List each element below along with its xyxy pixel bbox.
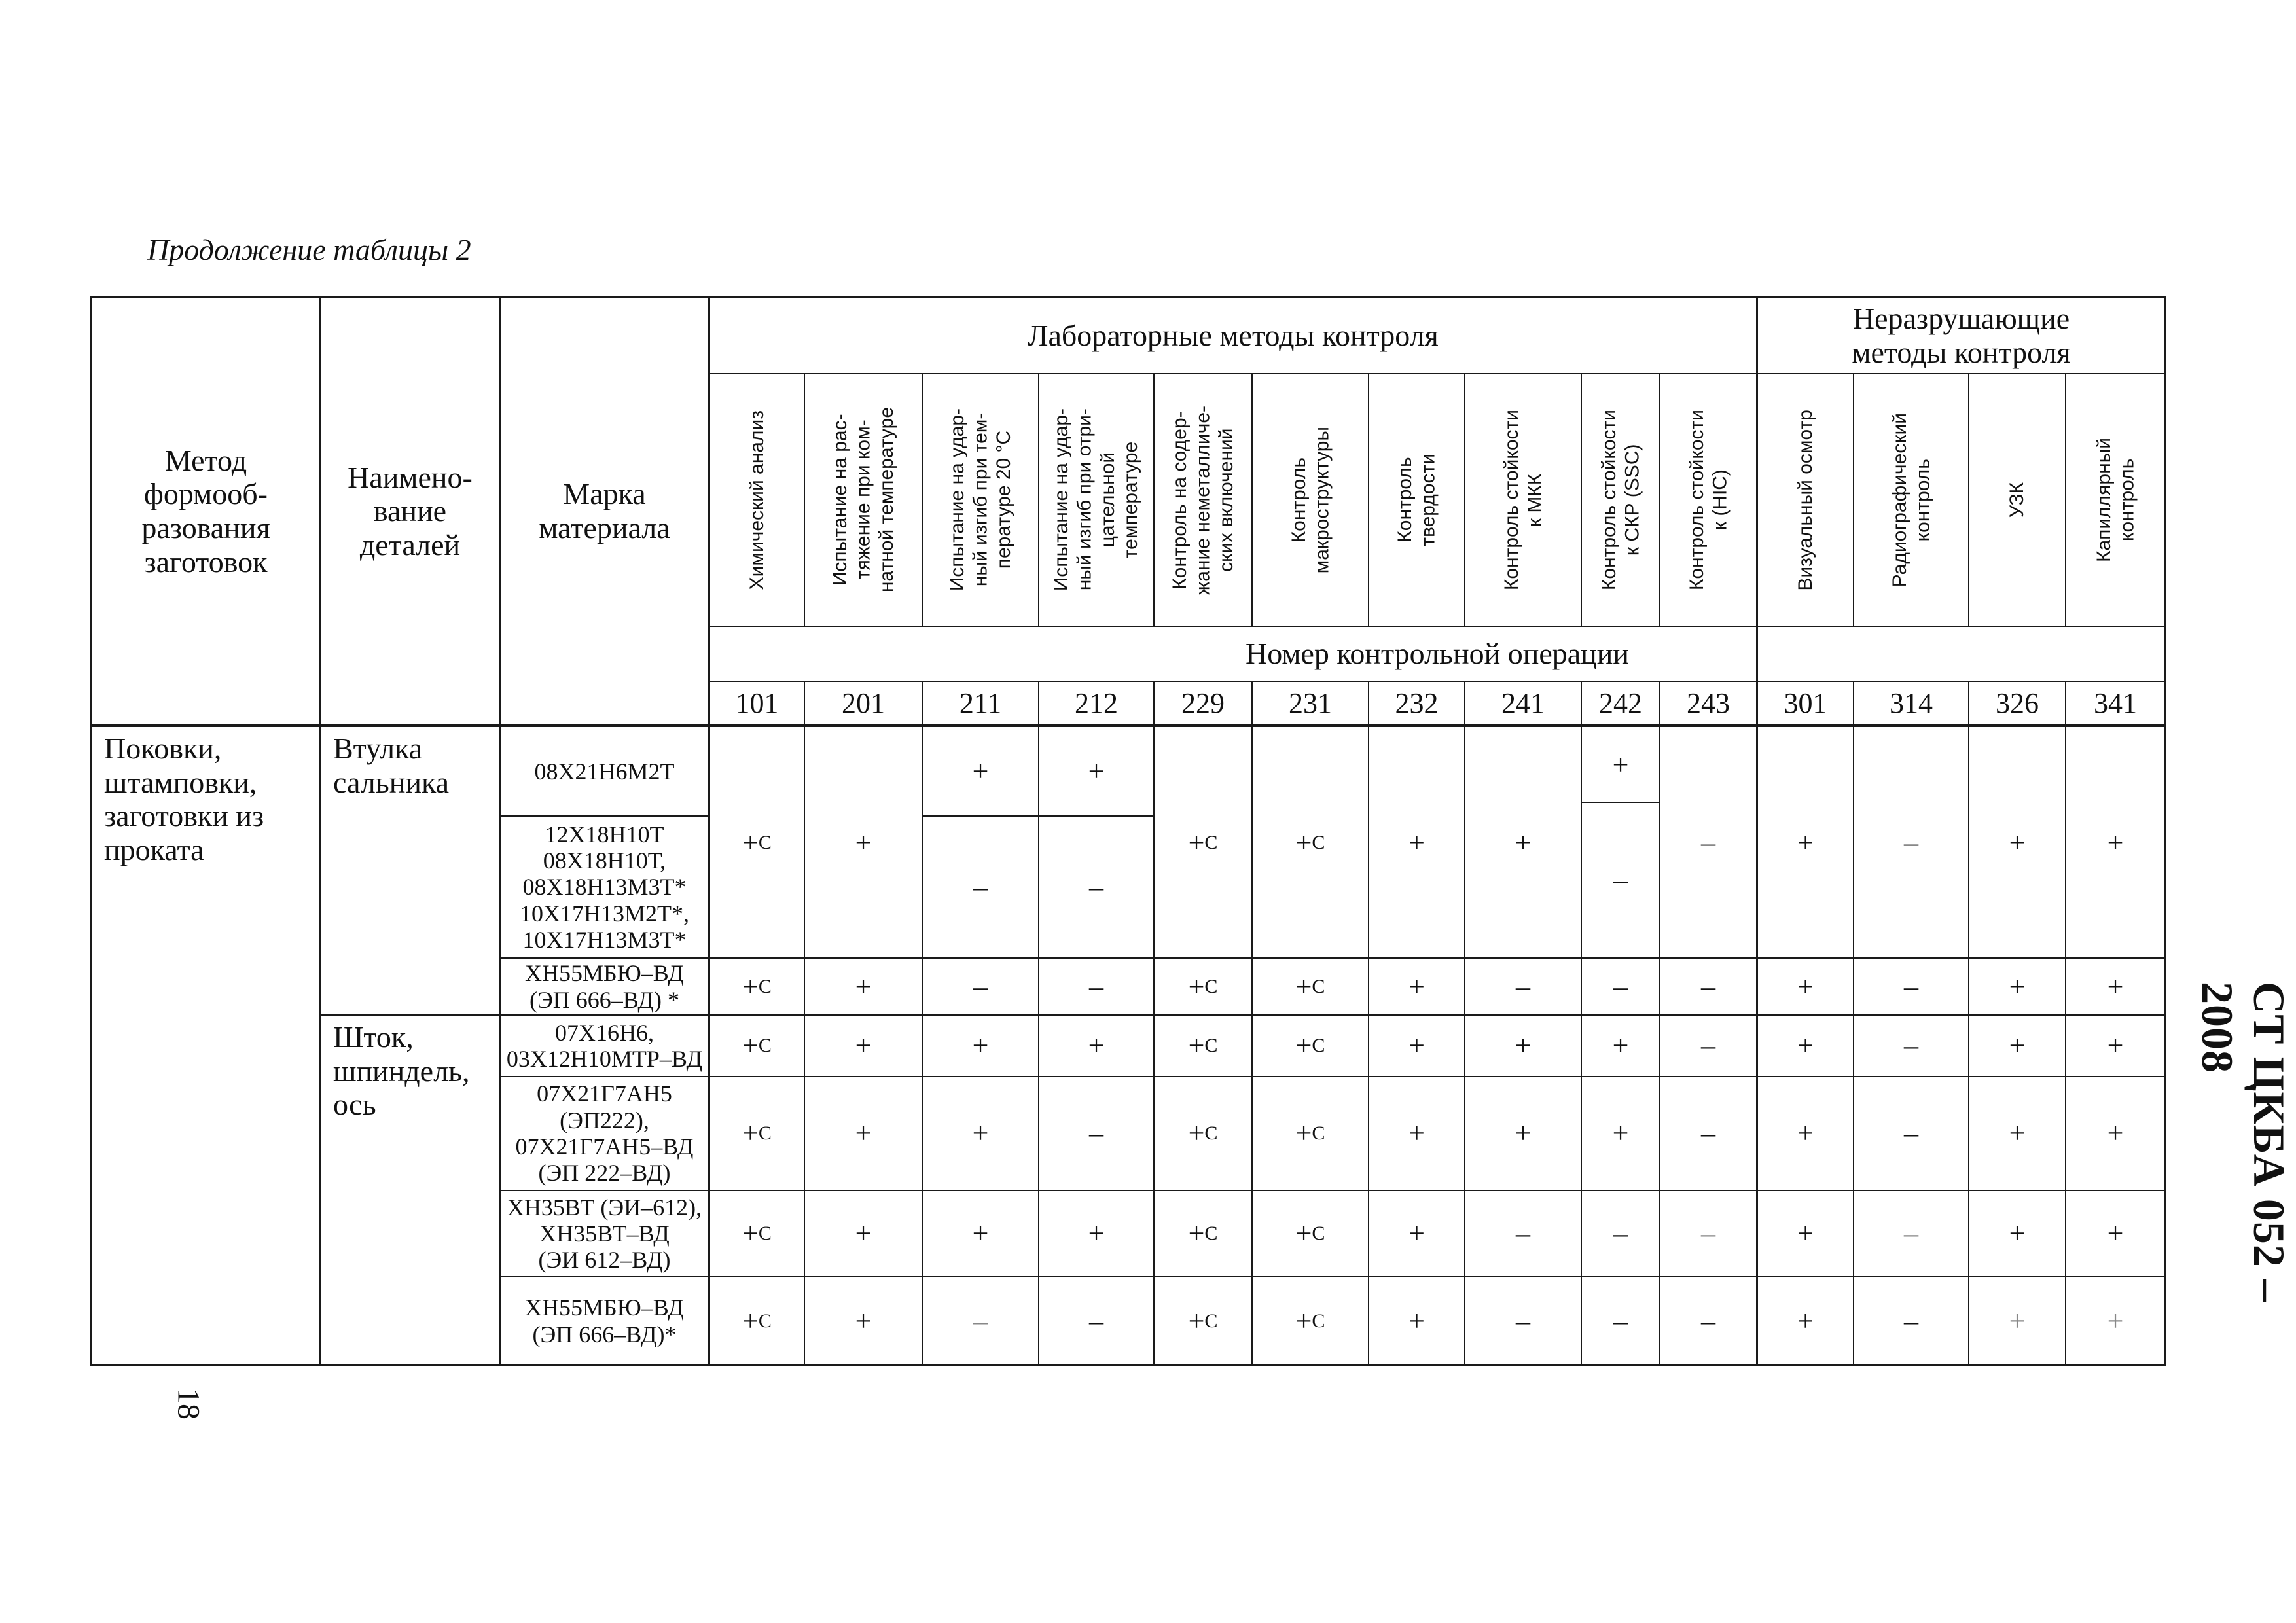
material-grade: 12Х18Н10Т 08Х18Н10Т, 08Х18Н13М3Т* 10Х17Н13М2Т*, 10Х17Н13М3Т* — [520, 821, 689, 953]
col-title-ultrasonic: УЗК — [2006, 482, 2028, 518]
mark-plus: + — [1515, 1029, 1532, 1062]
mark-plus: + — [1612, 748, 1629, 781]
mark-minus: – — [1516, 1304, 1530, 1337]
mark-plus: + — [1408, 826, 1425, 859]
col-title-hardness: Контроль твердости — [1394, 454, 1439, 546]
mark-minus: – — [1904, 826, 1918, 859]
mark-plus: + — [1088, 755, 1105, 788]
op-code: 231 — [1289, 687, 1332, 719]
mark-plus: + — [2009, 1217, 2026, 1250]
mark-plus-c: + С — [1188, 826, 1218, 859]
mark-plus: + — [2009, 1029, 2026, 1062]
mark-plus-c: + С — [1188, 1217, 1218, 1250]
mark-plus-c: + С — [1188, 970, 1218, 1003]
mark-plus: + — [1408, 1304, 1425, 1337]
mark-plus: + — [2107, 1217, 2124, 1250]
mark-plus-c: + С — [742, 970, 772, 1003]
mark-plus: + — [2009, 826, 2026, 859]
mark-plus: + — [1612, 1117, 1629, 1150]
op-code: 229 — [1181, 687, 1225, 719]
op-code: 101 — [735, 687, 779, 719]
mark-minus: – — [1904, 1029, 1918, 1062]
mark-plus-c: + С — [742, 1217, 772, 1250]
op-code: 314 — [1890, 687, 1933, 719]
mark-minus: – — [1904, 1117, 1918, 1150]
mark-plus-c: + С — [1295, 1217, 1325, 1250]
mark-minus: – — [973, 870, 988, 903]
mark-minus: – — [1701, 1217, 1715, 1250]
mark-plus-c: + С — [1295, 826, 1325, 859]
header-material-grade: Марка материала — [539, 477, 670, 544]
mark-plus: + — [972, 755, 989, 788]
mark-plus-c: + С — [1295, 1304, 1325, 1337]
col-title-mkk: Контроль стойкости к МКК — [1500, 409, 1545, 591]
mark-minus: – — [1613, 1217, 1628, 1250]
mark-minus: – — [1516, 1217, 1530, 1250]
mark-plus: + — [2107, 1029, 2124, 1062]
mark-minus: – — [1701, 826, 1715, 859]
mark-plus: + — [855, 826, 872, 859]
mark-plus-c: + С — [742, 1304, 772, 1337]
mark-plus: + — [1088, 1029, 1105, 1062]
mark-minus: – — [1089, 1304, 1103, 1337]
mark-minus: – — [1613, 970, 1628, 1003]
part-gland-bushing: Втулка сальника — [333, 732, 450, 799]
mark-minus: – — [1701, 1029, 1715, 1062]
op-code: 211 — [959, 687, 1002, 719]
mark-minus: – — [1701, 1117, 1715, 1150]
mark-minus: – — [1089, 970, 1103, 1003]
forming-method: Поковки, штамповки, заготовки из проката — [104, 732, 264, 866]
mark-plus: + — [2107, 1304, 2124, 1337]
op-code: 232 — [1395, 687, 1439, 719]
header-method: Метод формооб- разования заготовок — [141, 443, 270, 579]
mark-plus: + — [855, 1029, 872, 1062]
mark-plus: + — [2107, 826, 2124, 859]
mark-plus: + — [1797, 1304, 1814, 1337]
mark-minus: – — [1516, 970, 1530, 1003]
col-title-tensile-test: Испытание на рас- тяжение при ком- натной температуре — [829, 407, 897, 593]
op-code: 201 — [842, 687, 885, 719]
header-ndt-methods: Неразрушающие методы контроля — [1852, 301, 2071, 369]
mark-plus: + — [855, 1304, 872, 1337]
mark-plus: + — [1088, 1217, 1105, 1250]
mark-plus: + — [1797, 1029, 1814, 1062]
mark-plus: + — [1408, 1029, 1425, 1062]
page-number: 18 — [171, 1388, 206, 1419]
mark-plus: + — [855, 970, 872, 1003]
material-grade: 07Х16Н6, 03Х12Н10МТР–ВД — [506, 1019, 703, 1072]
mark-plus-c: + С — [1188, 1029, 1218, 1062]
mark-plus-c: + С — [1188, 1117, 1218, 1150]
table-caption: Продолжение таблицы 2 — [147, 233, 471, 266]
mark-plus: + — [2009, 1304, 2026, 1337]
op-code: 301 — [1784, 687, 1827, 719]
mark-plus: + — [855, 1117, 872, 1150]
mark-plus: + — [1408, 970, 1425, 1003]
op-code: 326 — [1996, 687, 2039, 719]
mark-plus-c: + С — [1295, 1117, 1325, 1150]
col-title-ssc: Контроль стойкости к СКР (SSC) — [1598, 409, 1643, 591]
mark-minus: – — [1904, 970, 1918, 1003]
mark-minus: – — [973, 970, 988, 1003]
material-grade: ХН55МБЮ–ВД (ЭП 666–ВД)* — [525, 1294, 684, 1347]
header-operation-number: Номер контрольной операции — [1245, 637, 1630, 671]
col-title-macrostructure: Контроль макроструктуры — [1287, 426, 1333, 574]
material-grade: 07Х21Г7АН5 (ЭП222), 07Х21Г7АН5–ВД (ЭП 222–ВД) — [515, 1080, 694, 1186]
mark-minus: – — [1089, 1117, 1103, 1150]
mark-plus: + — [2009, 1117, 2026, 1150]
mark-plus: + — [1408, 1117, 1425, 1150]
document-code: СТ ЦКБА 052 – 2008 — [2193, 982, 2294, 1302]
mark-minus: – — [973, 1304, 988, 1337]
op-code: 341 — [2094, 687, 2137, 719]
mark-minus: – — [1701, 970, 1715, 1003]
mark-plus: + — [972, 1029, 989, 1062]
mark-plus: + — [1515, 826, 1532, 859]
mark-plus-c: + С — [1295, 970, 1325, 1003]
mark-plus: + — [1797, 1217, 1814, 1250]
material-grade: ХН35ВТ (ЭИ–612), ХН35ВТ–ВД (ЭИ 612–ВД) — [507, 1194, 702, 1274]
op-code: 242 — [1599, 687, 1642, 719]
col-title-visual: Визуальный осмотр — [1794, 409, 1816, 591]
mark-plus-c: + С — [1295, 1029, 1325, 1062]
header-lab-methods: Лабораторные методы контроля — [1028, 318, 1439, 352]
mark-plus: + — [1797, 970, 1814, 1003]
mark-plus: + — [972, 1217, 989, 1250]
header-part-name: Наимено- вание деталей — [348, 460, 473, 562]
op-code: 241 — [1501, 687, 1545, 719]
material-grade: ХН55МБЮ–ВД (ЭП 666–ВД) * — [525, 960, 684, 1013]
mark-minus: – — [1904, 1304, 1918, 1337]
material-grade: 08Х21Н6М2Т — [534, 758, 675, 785]
mark-plus: + — [1515, 1117, 1532, 1150]
mark-plus: + — [855, 1217, 872, 1250]
mark-plus-c: + С — [742, 1117, 772, 1150]
mark-plus-c: + С — [742, 1029, 772, 1062]
col-title-capillary: Капиллярный контроль — [2092, 438, 2138, 562]
mark-plus: + — [1797, 1117, 1814, 1150]
op-code: 243 — [1687, 687, 1730, 719]
mark-minus: – — [1089, 870, 1103, 903]
mark-plus: + — [2107, 970, 2124, 1003]
mark-plus: + — [1408, 1217, 1425, 1250]
mark-minus: – — [1701, 1304, 1715, 1337]
mark-plus-c: + С — [1188, 1304, 1218, 1337]
mark-minus: – — [1904, 1217, 1918, 1250]
mark-plus: + — [972, 1117, 989, 1150]
col-title-impact-negative: Испытание на удар- ный изгиб при отри- цательной температуре — [1050, 408, 1142, 592]
col-title-nonmetallic-inclusions: Контроль на содер- жание неметалличе- ских включений — [1168, 405, 1237, 595]
mark-plus-c: + С — [742, 826, 772, 859]
mark-plus: + — [2009, 970, 2026, 1003]
col-title-chemical-analysis: Химический анализ — [745, 410, 768, 590]
mark-minus: – — [1613, 1304, 1628, 1337]
part-stem-spindle-axle: Шток, шпиндель, ось — [333, 1020, 470, 1122]
mark-plus: + — [2107, 1117, 2124, 1150]
mark-plus: + — [1612, 1029, 1629, 1062]
col-title-radiographic: Радиографический контроль — [1888, 412, 1933, 588]
col-title-hic: Контроль стойкости к (HIC) — [1685, 409, 1731, 591]
col-title-impact-20c: Испытание на удар- ный изгиб при тем- пературе 20 °C — [946, 408, 1014, 592]
op-code: 212 — [1075, 687, 1118, 719]
mark-plus: + — [1797, 826, 1814, 859]
mark-minus: – — [1613, 864, 1628, 897]
